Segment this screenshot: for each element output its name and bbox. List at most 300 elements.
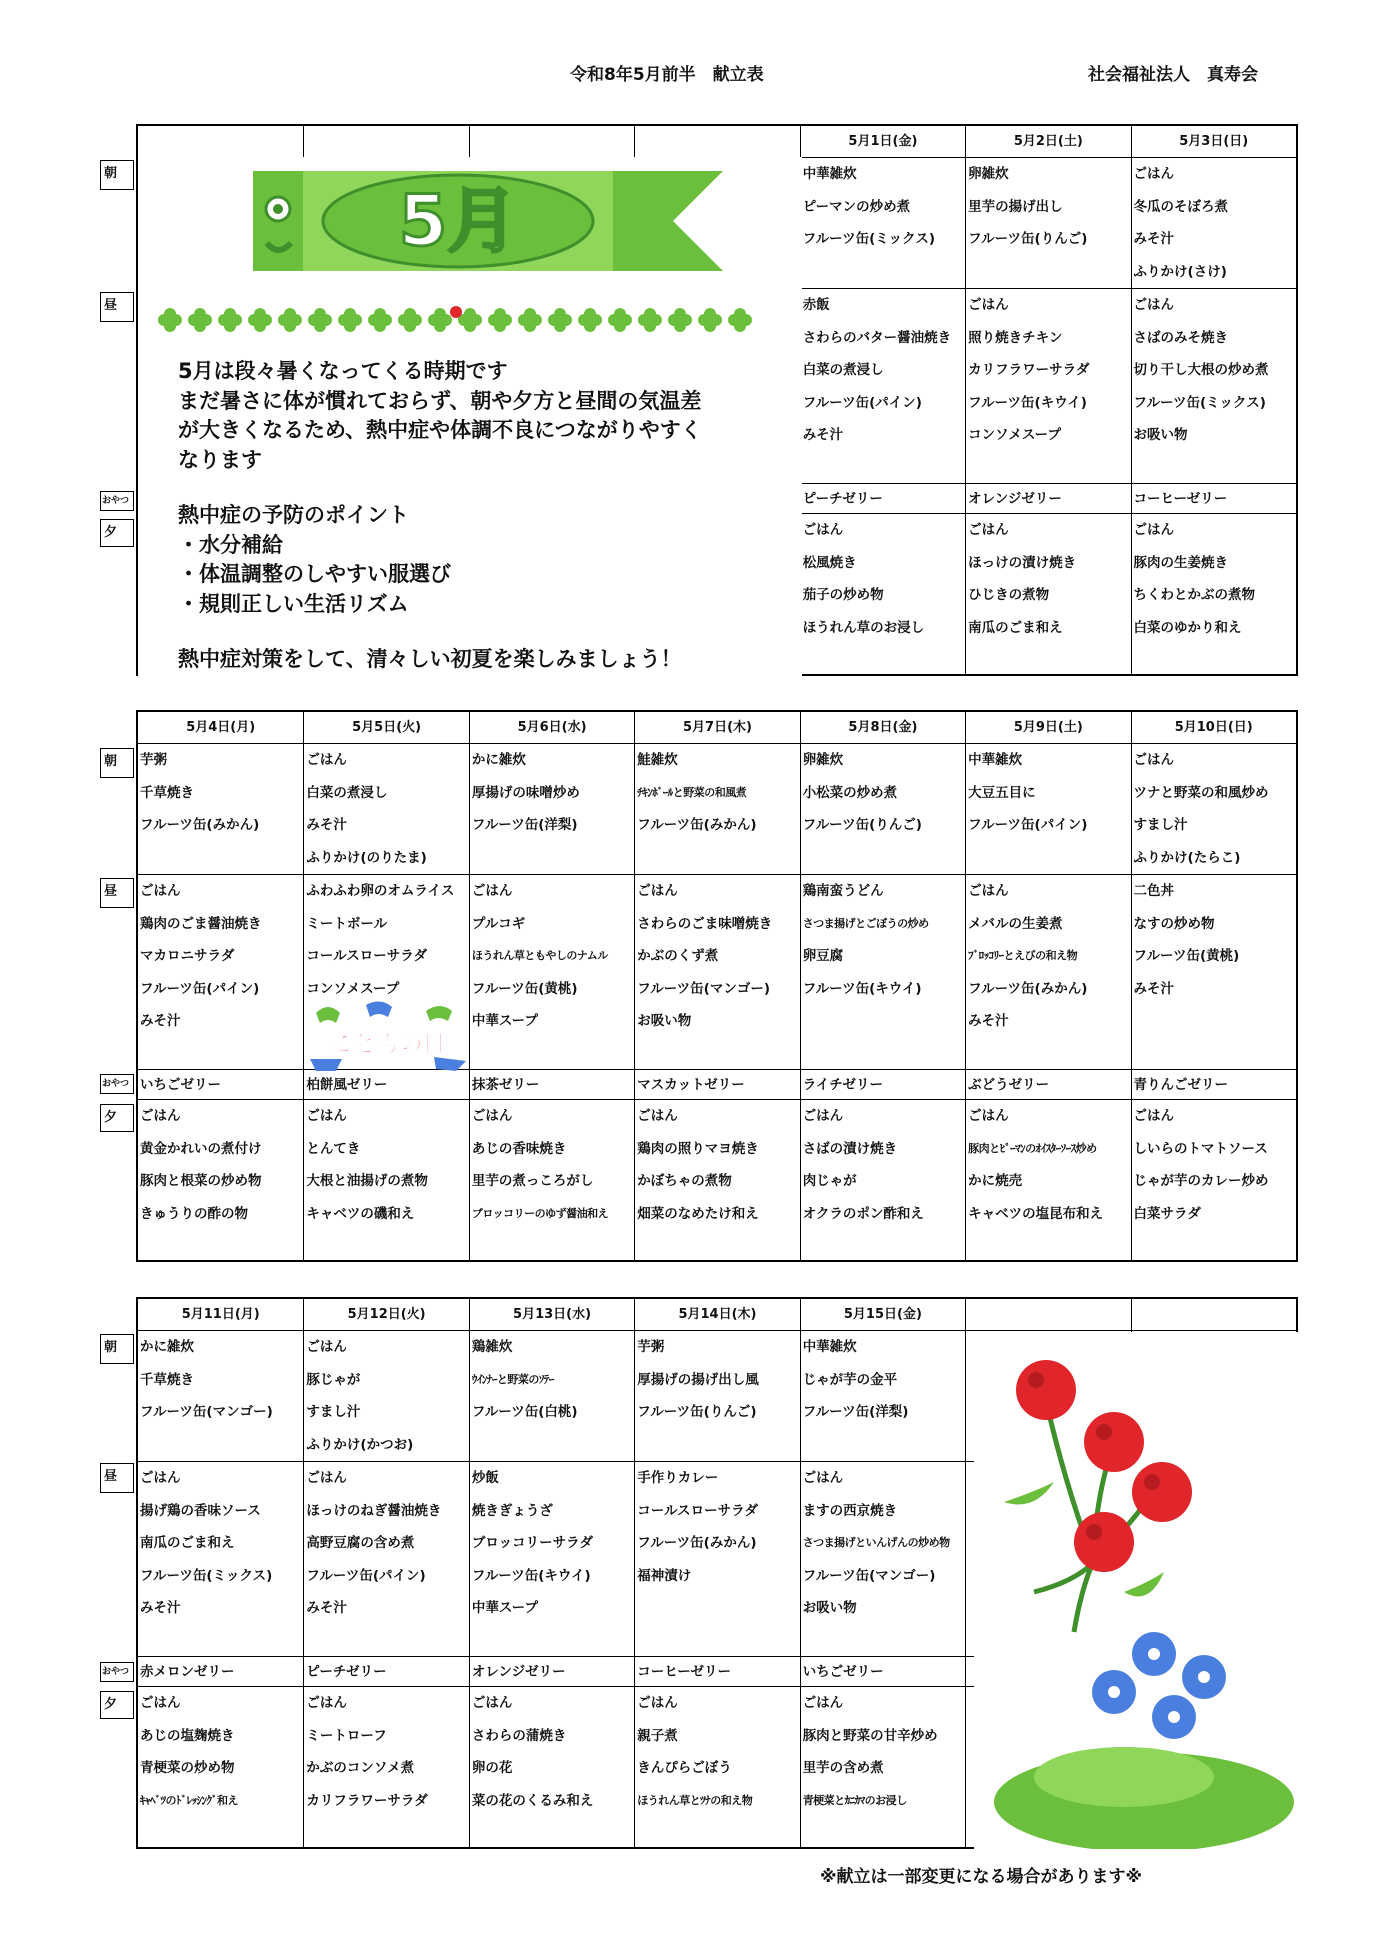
- menu-item: フルーツ缶(みかん): [637, 1535, 757, 1551]
- meal-label-lunch: 昼: [100, 878, 134, 908]
- menu-item: フルーツ缶(パイン): [306, 1567, 426, 1584]
- menu-item: きゅうりの酢の物: [140, 1205, 248, 1222]
- menu-item: フルーツ缶(パイン): [140, 980, 260, 997]
- meal-cell-breakfast: [469, 1331, 634, 1461]
- empty-header: [965, 1299, 1130, 1330]
- point-item: ・水分補給: [178, 532, 283, 557]
- menu-item: 茄子の炒め物: [802, 587, 884, 603]
- menu-item: 松風焼き: [802, 554, 857, 571]
- clover-icon: [668, 308, 692, 332]
- clover-icon: [728, 308, 752, 332]
- meal-cell-snack: [1131, 484, 1296, 513]
- meal-cell-breakfast: [634, 1331, 799, 1461]
- menu-item: 卵の花: [471, 1760, 513, 1776]
- meal-cell-breakfast: [965, 744, 1130, 874]
- menu-item: ごはん: [1133, 166, 1175, 182]
- menu-item: 鮭雑炊: [637, 752, 678, 768]
- organization-name: 社会福祉法人 真寿会: [1088, 65, 1258, 85]
- meal-cell-breakfast: [965, 158, 1130, 288]
- menu-item: 芋粥: [140, 752, 167, 768]
- date-header-row: [138, 712, 1296, 743]
- meal-cell-snack: [1131, 1070, 1296, 1099]
- menu-item: 里芋の揚げ出し: [968, 198, 1063, 215]
- empty-header: [1131, 1299, 1296, 1330]
- menu-item: ライチゼリー: [802, 1077, 884, 1093]
- meal-label-snack: おやつ: [100, 1074, 134, 1094]
- menu-item: フルーツ缶(りんご): [802, 817, 922, 833]
- menu-item: カリフラワーサラダ: [306, 1792, 428, 1809]
- menu-item: フルーツ缶(ミックス): [1133, 394, 1266, 411]
- menu-item: 青梗菜とｶﾆｶﾏのお浸し: [802, 1793, 907, 1807]
- menu-item: 菜の花のくるみ和え: [471, 1792, 594, 1809]
- menu-item: ごはん: [968, 1108, 1009, 1124]
- meal-cell-breakfast: [634, 744, 799, 874]
- menu-item: ごはん: [140, 1695, 181, 1711]
- menu-item: フルーツ缶(洋梨): [471, 817, 578, 833]
- meal-cell-snack: [965, 484, 1130, 513]
- menu-item: コールスローサラダ: [637, 1502, 758, 1519]
- meal-cell-lunch: [469, 1462, 634, 1656]
- meal-cell-dinner: [800, 514, 965, 676]
- meal-cell-snack: [634, 1070, 799, 1099]
- menu-item: とんてき: [306, 1140, 361, 1157]
- date-header: 5月12日(火): [303, 1299, 468, 1330]
- meal-cell-breakfast: [800, 744, 965, 874]
- menu-item: みそ汁: [802, 427, 844, 443]
- meal-cell-lunch: [469, 875, 634, 1069]
- menu-item: ごはん: [306, 1695, 347, 1711]
- menu-item: 芋粥: [637, 1339, 665, 1355]
- clover-icon: [338, 308, 362, 332]
- footnote: ※献立は一部変更になる場合があります※: [820, 1867, 1143, 1887]
- menu-item: 白菜の煮浸し: [802, 362, 884, 378]
- flower-illustration-panel: [974, 1332, 1300, 1849]
- meal-label-breakfast: 朝: [100, 160, 134, 190]
- menu-item: 鶏南蛮うどん: [802, 883, 884, 899]
- menu-item: いちごゼリー: [802, 1664, 884, 1680]
- menu-item: ぶどうゼリー: [968, 1077, 1050, 1093]
- meal-cell-snack: [138, 1657, 303, 1686]
- meal-cell-snack: [303, 1657, 468, 1686]
- intro-points: [178, 501, 451, 619]
- menu-item: ほうれん草とﾂﾅの和え物: [637, 1793, 753, 1807]
- date-header: 5月11日(月): [181, 1307, 260, 1322]
- meal-cell-snack: [800, 1657, 965, 1686]
- menu-item: かに雑炊: [471, 752, 526, 768]
- menu-item: みそ汁: [306, 817, 347, 833]
- meal-cell-breakfast: [469, 744, 634, 874]
- menu-item: みそ汁: [306, 1600, 347, 1616]
- meal-cell-lunch: [138, 875, 303, 1069]
- menu-item: 南瓜のごま和え: [968, 619, 1063, 636]
- menu-item: お吸い物: [1133, 427, 1188, 443]
- menu-item: ごはん: [471, 883, 513, 899]
- clover-icon: [638, 308, 662, 332]
- meal-row-breakfast: [138, 743, 1296, 874]
- meal-cell-snack: [965, 1070, 1130, 1099]
- clover-icon: [398, 308, 422, 332]
- menu-item: しいらのトマトソース: [1133, 1140, 1268, 1157]
- menu-item: ごはん: [1133, 522, 1175, 538]
- menu-item: みそ汁: [1133, 231, 1175, 247]
- menu-item: なすの炒め物: [1133, 915, 1215, 932]
- date-header: 5月10日(日): [1131, 712, 1296, 743]
- menu-item: ツナと野菜の和風炒め: [1133, 784, 1269, 801]
- meal-cell-dinner: [1131, 1100, 1296, 1262]
- menu-item: フルーツ缶(洋梨): [802, 1404, 909, 1420]
- menu-item: キャベツの塩昆布和え: [968, 1205, 1104, 1222]
- meal-cell-breakfast: [800, 158, 965, 288]
- empty-header: [634, 126, 799, 157]
- meal-cell-lunch: [634, 1462, 799, 1656]
- menu-item: ごはん: [306, 1108, 347, 1124]
- date-header: 5月4日(月): [186, 720, 256, 735]
- meal-cell-snack: [800, 484, 965, 513]
- intro-paragraph: [178, 357, 702, 475]
- menu-item: ちくわとかぶの煮物: [1133, 587, 1256, 603]
- clover-icon: [368, 308, 392, 332]
- menu-item: ひじきの煮物: [968, 587, 1050, 603]
- meal-cell-dinner: [138, 1100, 303, 1262]
- menu-item: ﾌﾞﾛｯｺﾘｰとえびの和え物: [968, 949, 1078, 962]
- menu-item: 厚揚げの味噌炒め: [471, 784, 580, 801]
- menu-item: かぶのコンソメ煮: [306, 1760, 415, 1776]
- menu-item: ミートローフ: [306, 1727, 387, 1744]
- menu-table-week1: [136, 124, 1298, 676]
- menu-item: 卵豆腐: [802, 948, 844, 964]
- meal-cell-lunch: [303, 1462, 468, 1656]
- meal-cell-lunch: [800, 289, 965, 483]
- menu-item: 中華スープ: [471, 1600, 538, 1616]
- menu-item: 青梗菜の炒め物: [140, 1760, 235, 1776]
- meal-cell-breakfast: [138, 744, 303, 874]
- meal-cell-lunch: [800, 1462, 965, 1656]
- menu-item: さばの漬け焼き: [802, 1140, 898, 1157]
- menu-item: ほうれん草ともやしのナムル: [471, 949, 608, 962]
- menu-item: 黄金かれいの煮付け: [140, 1140, 262, 1157]
- meal-cell-snack: [469, 1657, 634, 1686]
- menu-item: 親子煮: [637, 1727, 678, 1744]
- menu-item: 鶏雑炊: [471, 1339, 513, 1355]
- meal-row-dinner: [138, 1099, 1296, 1262]
- clover-icon: [518, 308, 542, 332]
- menu-item: ごはん: [968, 522, 1009, 538]
- menu-item: ごはん: [306, 752, 347, 768]
- date-header: 5月8日(金): [800, 712, 965, 743]
- menu-item: 赤メロンゼリー: [140, 1664, 235, 1680]
- menu-item: ごはん: [802, 1470, 844, 1486]
- menu-item: ブロッコリーのゆず醤油和え: [471, 1206, 609, 1220]
- menu-item: かに雑炊: [140, 1339, 194, 1355]
- menu-table-week2: [136, 710, 1298, 1262]
- nemophila-icon: [994, 1632, 1294, 1849]
- menu-item: フルーツ缶(りんご): [637, 1404, 757, 1420]
- menu-item: コンソメスープ: [968, 427, 1061, 443]
- menu-item: フルーツ缶(パイン): [968, 817, 1088, 833]
- menu-item: 大豆五目に: [968, 784, 1036, 801]
- menu-item: ごはん: [968, 883, 1009, 899]
- menu-item: ごはん: [1133, 297, 1175, 313]
- menu-item: ミートボール: [306, 915, 388, 932]
- menu-item: ごはん: [802, 1108, 844, 1124]
- meal-cell-breakfast: [1131, 158, 1296, 288]
- intro-line: 5月は段々暑くなってくる時期です: [178, 359, 508, 383]
- date-header: 5月5日(火): [303, 712, 468, 743]
- menu-item: 揚げ鶏の香味ソース: [140, 1502, 261, 1519]
- menu-item: ﾁｷﾝﾎﾞｰﾙと野菜の和風煮: [637, 785, 747, 799]
- meal-label-lunch: 昼: [100, 292, 134, 322]
- meal-cell-dinner: [303, 1100, 468, 1262]
- clover-icon: [218, 308, 242, 332]
- menu-item: ごはん: [637, 883, 678, 899]
- menu-item: 千草焼き: [140, 784, 194, 801]
- menu-item: フルーツ缶(ミックス): [140, 1567, 273, 1584]
- meal-cell-dinner: [469, 1100, 634, 1262]
- meal-cell-breakfast: [138, 1331, 303, 1461]
- clover-icon: [308, 308, 332, 332]
- menu-item: ますの西京焼き: [802, 1502, 898, 1519]
- menu-item: 中華スープ: [471, 1013, 538, 1029]
- date-header: 5月9日(土): [965, 712, 1130, 743]
- menu-item: カリフラワーサラダ: [968, 362, 1090, 378]
- menu-item: みそ汁: [968, 1013, 1009, 1029]
- clover-icon: [158, 308, 182, 332]
- menu-item: フルーツ缶(パイン): [802, 394, 922, 411]
- menu-item: 中華雑炊: [802, 1339, 857, 1355]
- menu-item: ブロッコリーサラダ: [471, 1535, 593, 1551]
- date-header: 5月2日(土): [965, 126, 1130, 157]
- menu-item: さわらのバター醤油焼き: [802, 329, 952, 346]
- empty-header: [138, 126, 303, 157]
- menu-item: ｷｬﾍﾞﾂのﾄﾞﾚｯｼﾝｸﾞ和え: [140, 1793, 238, 1807]
- menu-item: フルーツ缶(りんご): [968, 231, 1088, 247]
- menu-item: ごはん: [802, 1695, 844, 1711]
- menu-item: ごはん: [1133, 752, 1175, 768]
- menu-table-week3: [136, 1297, 1298, 1849]
- menu-item: 千草焼き: [140, 1371, 194, 1388]
- meal-label-dinner: 夕: [100, 519, 134, 547]
- meal-cell-dinner: [634, 1687, 799, 1849]
- menu-item: すまし汁: [1133, 817, 1188, 833]
- menu-item: あじの塩麹焼き: [140, 1727, 235, 1744]
- meal-cell-breakfast: [1131, 744, 1296, 874]
- date-header-row: [138, 1299, 1296, 1330]
- meal-cell-dinner: [800, 1100, 965, 1262]
- point-item: ・体温調整のしやすい服選び: [178, 562, 451, 586]
- menu-item: ほうれん草のお浸し: [802, 619, 925, 636]
- menu-item: ごはん: [306, 1339, 347, 1355]
- menu-item: かぼちゃの煮物: [637, 1173, 732, 1189]
- menu-item: コンソメスープ: [306, 980, 400, 997]
- clover-icon: [248, 308, 272, 332]
- menu-item: お吸い物: [637, 1013, 692, 1029]
- menu-item: フルーツ缶(キウイ): [968, 394, 1087, 411]
- clover-icon: [428, 308, 452, 332]
- meal-label-dinner: 夕: [100, 1691, 134, 1719]
- menu-item: ピーチゼリー: [306, 1664, 387, 1680]
- menu-item: きんぴらごぼう: [637, 1760, 732, 1776]
- menu-item: お吸い物: [802, 1600, 857, 1616]
- menu-item: さわらのごま味噌焼き: [637, 915, 773, 932]
- clover-icon: [548, 308, 572, 332]
- menu-item: ふわふわ卵のオムライス: [306, 883, 455, 899]
- menu-item: さつま揚げといんげんの炒め物: [802, 1536, 950, 1549]
- menu-item: ごはん: [140, 1470, 181, 1486]
- menu-item: 里芋の含め煮: [802, 1760, 884, 1776]
- menu-item: オレンジゼリー: [471, 1664, 566, 1680]
- menu-item: 冬瓜のそぼろ煮: [1133, 198, 1229, 215]
- menu-item: ふりかけ(かつお): [306, 1436, 414, 1453]
- menu-item: ふりかけ(たらこ): [1133, 849, 1241, 866]
- menu-item: みそ汁: [1133, 980, 1175, 997]
- menu-item: かに焼売: [968, 1173, 1023, 1189]
- menu-item: 豚肉の生姜焼き: [1133, 554, 1229, 571]
- menu-item: 卵雑炊: [968, 166, 1009, 182]
- menu-item: 豚肉と根菜の炒め物: [140, 1173, 262, 1189]
- kodomo-no-hi-icon: [306, 999, 470, 1074]
- menu-item: みそ汁: [140, 1013, 181, 1029]
- kodomo-label: こどもの日: [330, 1031, 446, 1057]
- menu-item: ごはん: [802, 522, 844, 538]
- meal-cell-dinner: [965, 514, 1130, 676]
- menu-item: さつま揚げとごぼうの炒め: [802, 916, 929, 930]
- menu-item: 柏餅風ゼリー: [306, 1077, 388, 1093]
- menu-item: ごはん: [471, 1108, 513, 1124]
- menu-item: 豚じゃが: [306, 1371, 361, 1388]
- menu-item: 福神漬け: [637, 1567, 692, 1584]
- menu-item: 中華雑炊: [802, 166, 857, 182]
- menu-item: 鶏肉の照りマヨ焼き: [637, 1140, 759, 1157]
- date-header: 5月3日(日): [1131, 126, 1296, 157]
- meal-cell-breakfast: [800, 1331, 965, 1461]
- date-header: 5月15日(金): [800, 1299, 965, 1330]
- empty-header: [303, 126, 468, 157]
- menu-item: ごはん: [140, 1108, 181, 1124]
- menu-item: 青りんごゼリー: [1133, 1077, 1229, 1093]
- clover-row-icon: [158, 303, 753, 337]
- clover-icon: [188, 308, 212, 332]
- menu-item: みそ汁: [140, 1600, 181, 1616]
- clover-icon: [608, 308, 632, 332]
- menu-item: 小松菜の炒め煮: [802, 784, 898, 801]
- menu-item: 中華雑炊: [968, 752, 1023, 768]
- point-item: ・規則正しい生活リズム: [178, 591, 409, 616]
- menu-item: 肉じゃが: [802, 1173, 857, 1189]
- clover-icon: [578, 308, 602, 332]
- menu-item: 南瓜のごま和え: [140, 1535, 235, 1551]
- menu-item: ごはん: [637, 1108, 678, 1124]
- clover-icon: [488, 308, 512, 332]
- menu-item: フルーツ缶(黄桃): [471, 980, 578, 997]
- meal-cell-lunch: [1131, 289, 1296, 483]
- menu-item: 里芋の煮っころがし: [471, 1173, 594, 1189]
- menu-item: 炒飯: [471, 1470, 499, 1486]
- intro-closing: 熱中症対策をして、清々しい初夏を楽しみましょう！: [178, 647, 682, 671]
- menu-item: ピーチゼリー: [802, 491, 883, 507]
- meal-cell-lunch: [965, 875, 1130, 1069]
- menu-item: フルーツ缶(キウイ): [802, 980, 922, 997]
- points-title: 熱中症の予防のポイント: [178, 503, 409, 527]
- banner-text: 5月: [398, 180, 518, 262]
- date-header: 5月6日(水): [469, 712, 634, 743]
- intro-line: が大きくなるため、熱中症や体調不良につながりやすく: [178, 418, 702, 442]
- menu-item: マカロニサラダ: [140, 948, 235, 964]
- clover-icon: [698, 308, 722, 332]
- menu-item: プルコギ: [471, 915, 526, 932]
- date-header-row: [138, 126, 1296, 157]
- meal-cell-lunch: [965, 289, 1130, 483]
- menu-item: ほっけのねぎ醤油焼き: [306, 1502, 442, 1519]
- menu-item: 焼きぎょうざ: [471, 1502, 553, 1519]
- clover-icon: [278, 308, 302, 332]
- menu-item: かぶのくず煮: [637, 948, 719, 964]
- menu-item: ピーマンの炒め煮: [802, 198, 911, 215]
- menu-item: 豚肉とﾋﾟｰﾏﾝのｵｲｽﾀｰｿｰｽ炒め: [968, 1141, 1097, 1155]
- menu-item: 厚揚げの揚げ出し風: [637, 1371, 759, 1388]
- empty-header: [469, 126, 634, 157]
- menu-item: 切り干し大根の炒め煮: [1133, 362, 1269, 378]
- menu-item: いちごゼリー: [140, 1077, 221, 1093]
- menu-item: フルーツ缶(みかん): [968, 980, 1088, 997]
- menu-item: コーヒーゼリー: [1133, 491, 1228, 507]
- menu-item: フルーツ缶(みかん): [637, 817, 757, 833]
- meal-cell-dinner: [634, 1100, 799, 1262]
- meal-cell-dinner: [800, 1687, 965, 1849]
- menu-item: じゃが芋の金平: [802, 1371, 898, 1388]
- menu-item: 畑菜のなめたけ和え: [637, 1205, 759, 1222]
- menu-item: フルーツ缶(キウイ): [471, 1567, 591, 1584]
- meal-cell-dinner: [303, 1687, 468, 1849]
- menu-item: ごはん: [140, 883, 181, 899]
- menu-item: 白菜サラダ: [1133, 1205, 1201, 1222]
- menu-item: 照り焼きチキン: [968, 329, 1063, 346]
- menu-item: あじの香味焼き: [471, 1140, 567, 1157]
- meal-label-breakfast: 朝: [100, 748, 134, 778]
- intro-panel: [138, 157, 802, 676]
- menu-item: フルーツ缶(ミックス): [802, 231, 936, 247]
- menu-item: ほっけの漬け焼き: [968, 554, 1077, 571]
- menu-item: コールスローサラダ: [306, 948, 428, 964]
- meal-cell-lunch: [634, 875, 799, 1069]
- menu-item: さばのみそ焼き: [1133, 329, 1229, 346]
- meal-cell-dinner: [138, 1687, 303, 1849]
- menu-item: フルーツ缶(マンゴー): [802, 1567, 936, 1584]
- menu-item: 二色丼: [1133, 883, 1175, 899]
- date-header: 5月14日(木): [634, 1299, 799, 1330]
- menu-item: ごはん: [471, 1695, 513, 1711]
- ladybug-icon: [450, 306, 462, 318]
- meal-cell-snack: [303, 1070, 468, 1099]
- menu-item: メバルの生姜煮: [968, 915, 1063, 932]
- menu-item: マスカットゼリー: [637, 1077, 745, 1093]
- meal-cell-dinner: [469, 1687, 634, 1849]
- meal-cell-snack: [634, 1657, 799, 1686]
- menu-item: フルーツ缶(黄桃): [1133, 948, 1240, 964]
- meal-cell-lunch: [138, 1462, 303, 1656]
- menu-item: コーヒーゼリー: [637, 1664, 731, 1680]
- menu-item: 赤飯: [802, 297, 830, 313]
- intro-line: まだ暑さに体が慣れておらず、朝や夕方と昼間の気温差: [178, 388, 702, 413]
- menu-item: オクラのポン酢和え: [802, 1205, 924, 1222]
- menu-item: ｳｲﾝﾅｰと野菜のｿﾃｰ: [471, 1372, 554, 1386]
- menu-item: フルーツ缶(みかん): [140, 817, 260, 833]
- meal-label-snack: おやつ: [100, 491, 134, 511]
- menu-item: フルーツ缶(マンゴー): [140, 1404, 273, 1420]
- menu-item: ごはん: [968, 297, 1009, 313]
- meal-label-dinner: 夕: [100, 1104, 134, 1132]
- menu-item: ごはん: [1133, 1108, 1175, 1124]
- menu-item: 白菜の煮浸し: [306, 784, 388, 801]
